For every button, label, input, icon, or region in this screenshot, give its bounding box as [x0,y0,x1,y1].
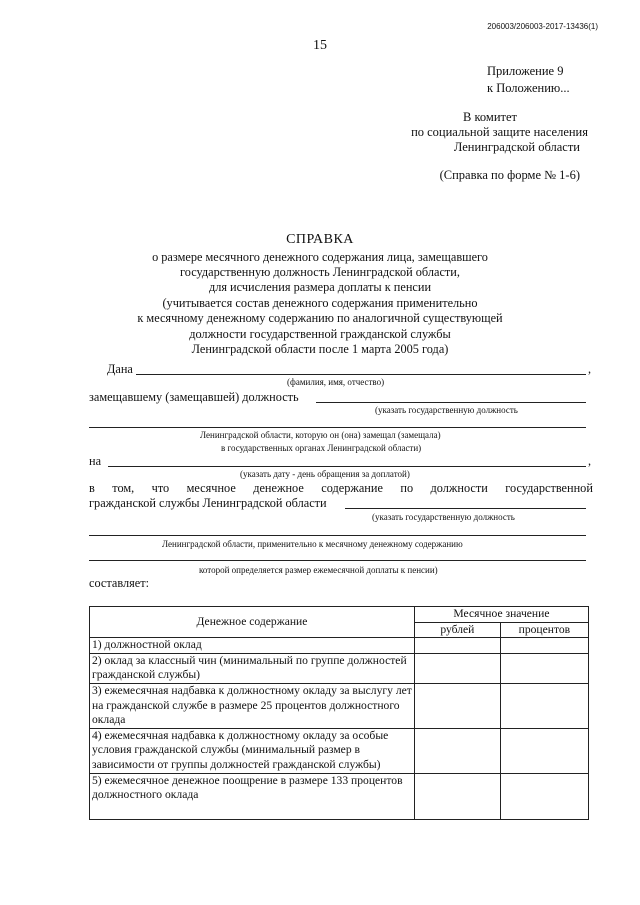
row-label: 3) ежемесячная надбавка к должностному окладу за выслугу лет на гражданской службе в размере 25 процентов должностного оклада [90,683,415,728]
position-field[interactable] [316,402,586,403]
subtitle-line: к месячному денежному содержанию по аналогичной существующей [137,311,503,325]
recipient-line-2: по социальной защите населения [411,125,588,139]
subtitle-line: должности государственной гражданской службы [189,327,451,341]
date-hint: (указать дату - день обращения за доплатой) [240,469,410,479]
word: содержание [321,481,383,495]
form-reference: (Справка по форме № 1-6) [439,168,580,182]
header-monthly: Месячное значение [414,607,588,623]
percent-cell[interactable] [500,773,588,819]
percent-cell[interactable] [500,683,588,728]
position-hint-2: Ленинградской области, которую он (она) замещал (замещала) [200,430,441,440]
document-title: СПРАВКА [286,232,354,247]
recipient-line-3: Ленинградской области [453,140,580,154]
civil-position-field-continued[interactable] [89,535,586,536]
rubles-cell[interactable] [414,638,500,654]
civil-position-field-continued[interactable] [89,560,586,561]
subtitle-line: Ленинградской области после 1 марта 2005 года) [191,342,449,356]
header-rubles: рублей [414,622,500,638]
header-percent: процентов [500,622,588,638]
fio-hint: (фамилия, имя, отчество) [287,377,385,387]
word: в [89,481,95,495]
row-label: 1) должностной оклад [90,638,415,654]
fio-field[interactable] [136,374,586,375]
position-hint-3: в государственных органах Ленинградской области) [221,443,422,453]
table-row [90,638,589,654]
word: должности [430,481,488,495]
percent-cell[interactable] [500,653,588,683]
table-row [90,653,589,683]
civil-hint-2: Ленинградской области, применительно к месячному денежному содержанию [162,539,463,549]
position-hint: (указать государственную должность [375,405,518,415]
table-row [90,773,589,819]
subtitle-line: государственную должность Ленинградской области, [180,265,460,279]
on-label: на [89,454,102,468]
document-id: 206003/206003-2017-13436(1) [487,22,598,31]
subtitle-line: (учитывается состав денежного содержания применительно [162,296,478,310]
word: что [151,481,170,495]
statement-line-2: гражданской службы Ленинградской области [89,496,327,510]
position-label: замещавшему (замещавшей) должность [89,390,299,404]
row-label: 5) ежемесячное денежное поощрение в размере 133 процентов должностного оклада [90,773,415,819]
rubles-cell[interactable] [414,653,500,683]
appendix-line-1: Приложение 9 [487,64,564,78]
civil-hint: (указать государственную должность [372,512,515,522]
percent-cell[interactable] [500,638,588,654]
table-row [90,728,589,773]
civil-hint-3: которой определяется размер ежемесячной доплаты к пенсии) [199,565,438,575]
word: денежное [253,481,304,495]
table-row [90,683,589,728]
page-number: 15 [313,38,327,53]
date-field[interactable] [108,466,586,467]
rubles-cell[interactable] [414,683,500,728]
comma: , [588,454,592,468]
appendix-line-2: к Положению... [487,81,570,95]
subtitle-line: для исчисления размера доплаты к пенсии [208,280,432,294]
recipient-line-1: В комитет [463,110,517,124]
statement-line-1 [89,481,593,496]
salary-table [89,606,589,820]
rubles-cell[interactable] [414,773,500,819]
row-label: 2) оклад за классный чин (минимальный по группе должностей гражданской службы) [90,653,415,683]
header-content: Денежное содержание [90,607,415,638]
amount-label: составляет: [89,576,150,590]
subtitle-line: о размере месячного денежного содержания лица, замещавшего [152,250,488,264]
rubles-cell[interactable] [414,728,500,773]
given-label: Дана [107,362,133,376]
word: государственной [505,481,593,495]
word: месячное [186,481,236,495]
comma: , [588,362,592,376]
row-label: 4) ежемесячная надбавка к должностному окладу за особые условия гражданской службы (минимальный размер в зависимости от группы должностей гражданской службы) [90,728,415,773]
percent-cell[interactable] [500,728,588,773]
word: по [400,481,414,495]
position-field-continued[interactable] [89,427,586,428]
word: том, [112,481,135,495]
civil-position-field[interactable] [345,508,586,509]
